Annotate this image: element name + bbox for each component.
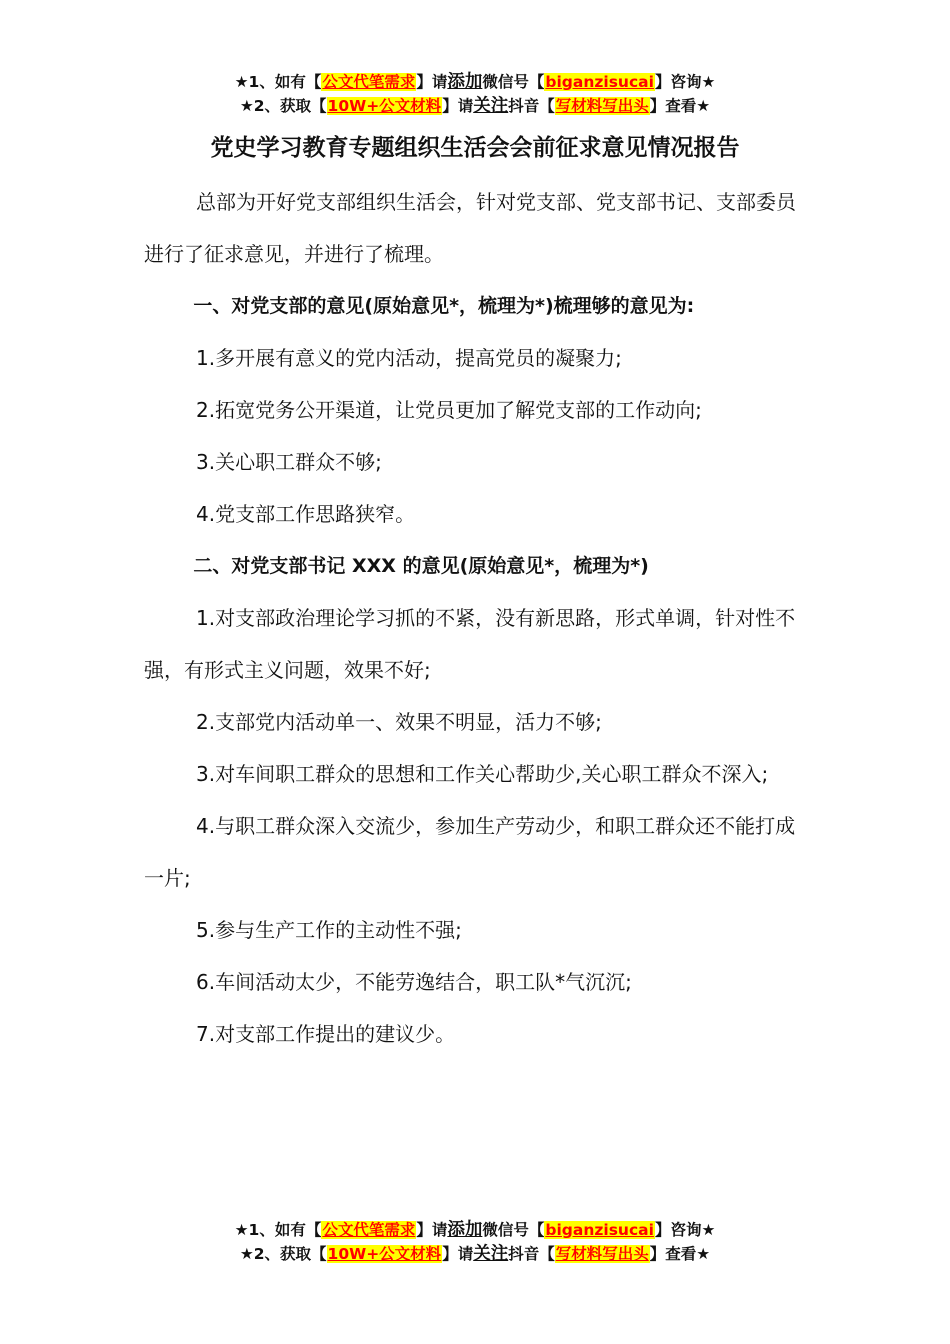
highlight-douyin-id: 写材料写出头	[555, 97, 649, 115]
banner-text: 抖音【	[508, 97, 555, 115]
section-2-item: 5.参与生产工作的主动性不强;	[196, 918, 462, 942]
highlight-wechat-id: biganzisucai	[545, 73, 654, 91]
document-title: 党史学习教育专题组织生活会会前征求意见情况报告	[210, 135, 740, 161]
emphasis-add: 添加	[447, 72, 483, 92]
highlight-douyin-id: 写材料写出头	[555, 1245, 649, 1263]
banner-line-1	[0, 70, 950, 94]
banner-text: 微信号【	[482, 73, 545, 91]
banner-text: ★2、获取【	[239, 97, 327, 115]
section-1-item: 1.多开展有意义的党内活动，提高党员的凝聚力;	[196, 346, 622, 370]
banner-text: ★2、获取【	[239, 1245, 327, 1263]
banner-line-1	[0, 1218, 950, 1242]
banner-text: ★1、如有【	[234, 73, 322, 91]
section-2-item: 6.车间活动太少，不能劳逸结合，职工队*气沉沉;	[196, 970, 632, 994]
intro-paragraph: 总部为开好党支部组织生活会，针对党支部、党支部书记、支部委员进行了征求意见，并进行了梳理。	[144, 190, 796, 266]
banner-text: 】咨询★	[654, 73, 716, 91]
banner-text: 】请	[416, 73, 448, 91]
emphasis-add: 添加	[447, 1220, 483, 1240]
highlight-service: 公文代笔需求	[322, 73, 416, 91]
section-2-item: 1.对支部政治理论学习抓的不紧，没有新思路，形式单调，针对性不强，有形式主义问题，效果不好;	[144, 606, 796, 682]
section-2-item: 7.对支部工作提出的建议少。	[196, 1022, 456, 1046]
section-1-item: 3.关心职工群众不够;	[196, 450, 382, 474]
banner-text: 抖音【	[508, 1245, 555, 1263]
banner-text: 】咨询★	[654, 1221, 716, 1239]
banner-line-2	[0, 94, 950, 118]
section-2-item: 2.支部党内活动单一、效果不明显，活力不够;	[196, 710, 602, 734]
banner-text: 】请	[416, 1221, 448, 1239]
section-1-item: 4.党支部工作思路狭窄。	[196, 502, 416, 526]
footer-banner	[0, 1218, 950, 1266]
header-banner	[0, 70, 950, 118]
section-1-item: 2.拓宽党务公开渠道，让党员更加了解党支部的工作动向;	[196, 398, 702, 422]
banner-line-2	[0, 1242, 950, 1266]
banner-text: 】请	[442, 97, 474, 115]
emphasis-follow: 关注	[473, 96, 509, 116]
highlight-materials: 10W+公文材料	[327, 97, 442, 115]
banner-text: 微信号【	[482, 1221, 545, 1239]
document-body	[144, 176, 810, 1060]
emphasis-follow: 关注	[473, 1244, 509, 1264]
banner-text: 】查看★	[649, 1245, 711, 1263]
banner-text: 】查看★	[649, 97, 711, 115]
highlight-wechat-id: biganzisucai	[545, 1221, 654, 1239]
section-2-heading: 二、对党支部书记 XXX 的意见(原始意见*，梳理为*)	[193, 555, 649, 577]
banner-text: ★1、如有【	[234, 1221, 322, 1239]
section-1-heading: 一、对党支部的意见(原始意见*，梳理为*)梳理够的意见为:	[193, 295, 695, 317]
highlight-service: 公文代笔需求	[322, 1221, 416, 1239]
highlight-materials: 10W+公文材料	[327, 1245, 442, 1263]
banner-text: 】请	[442, 1245, 474, 1263]
section-2-item: 4.与职工群众深入交流少，参加生产劳动少，和职工群众还不能打成一片;	[144, 814, 796, 890]
section-2-item: 3.对车间职工群众的思想和工作关心帮助少,关心职工群众不深入;	[196, 762, 769, 786]
